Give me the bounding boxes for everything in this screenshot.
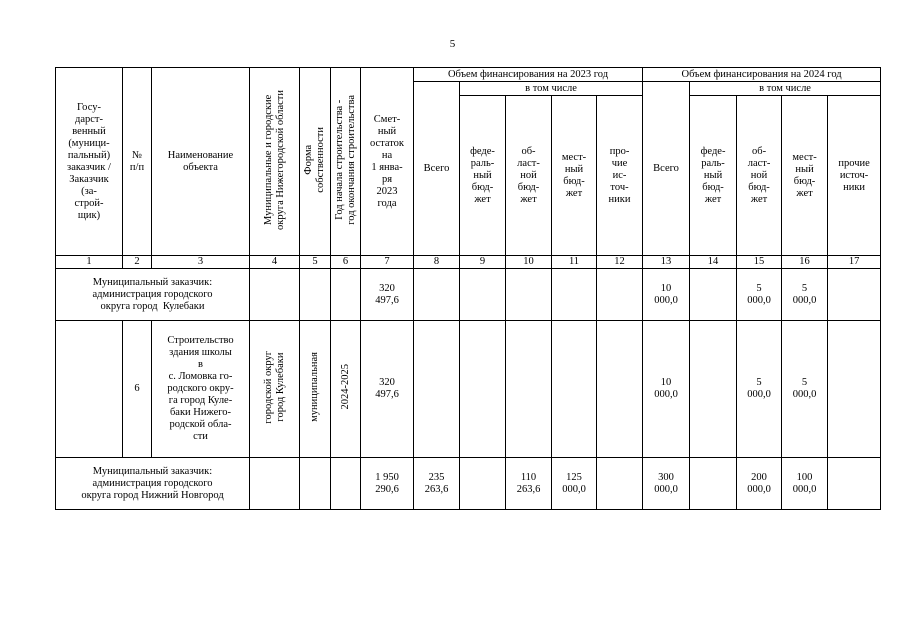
cell-object-name: Строительство здания школы в с. Ломовка го- родского окру- га город Куле- баки Нижего- родской обла- сти [152,321,250,458]
header-federal-2023: феде- раль- ный бюд- жет [460,96,506,256]
cell-regional-2024: 5 000,0 [737,269,782,321]
column-number: 1 [56,256,123,269]
header-customer: Госу- дарст- венный (муници- пальный) заказчик / Заказчик (за- строй- щик) [56,68,123,256]
cell-empty [300,269,331,321]
cell-federal-2024 [690,458,737,510]
customer-group-label: Муниципальный заказчик: администрация городского округа город Нижний Новгород [56,458,250,510]
financing-table [55,67,881,510]
cell-federal-2023 [460,321,506,458]
cell-local-2023 [552,269,597,321]
table-row [56,321,881,458]
cell-total-2024: 300 000,0 [643,458,690,510]
cell-empty [250,458,300,510]
cell-empty [250,269,300,321]
column-number: 12 [597,256,643,269]
header-local-2024: мест- ный бюд- жет [782,96,828,256]
header-district: Муниципальные и городские округа Нижегородской области [262,89,286,230]
column-number: 15 [737,256,782,269]
header-other-2023: про- чие ис- точ- ники [597,96,643,256]
header-fin-2024: Объем финансирования на 2024 год [643,68,881,82]
column-number: 13 [643,256,690,269]
cell-empty [300,458,331,510]
column-number: 8 [414,256,460,269]
cell-regional-2024: 200 000,0 [737,458,782,510]
cell-empty [56,321,123,458]
table-row [56,458,881,510]
cell-regional-2023 [506,321,552,458]
page-number: 5 [449,38,456,50]
column-number: 10 [506,256,552,269]
cell-empty [331,269,361,321]
header-local-2023: мест- ный бюд- жет [552,96,597,256]
cell-other-2024 [828,321,881,458]
cell-district-wrap [250,321,300,458]
header-including-2024: в том числе [690,82,881,96]
header-including-2023: в том числе [460,82,643,96]
header-total-2024: Всего [643,82,690,256]
header-object-name: Наименование объекта [152,68,250,256]
cell-federal-2023 [460,458,506,510]
cell-empty [331,458,361,510]
customer-group-label: Муниципальный заказчик: администрация городского округа город Кулебаки [56,269,250,321]
cell-remainder: 1 950 290,6 [361,458,414,510]
header-ownership: Форма собственности [303,126,326,193]
column-number: 6 [331,256,361,269]
cell-years-wrap [331,321,361,458]
cell-federal-2023 [460,269,506,321]
header-years-cell [331,68,361,256]
cell-ownership: муниципальная [309,352,320,422]
cell-other-2023 [597,321,643,458]
cell-ownership-wrap [300,321,331,458]
cell-federal-2024 [690,321,737,458]
cell-federal-2024 [690,269,737,321]
column-number: 7 [361,256,414,269]
table-row [56,269,881,321]
cell-local-2023: 125 000,0 [552,458,597,510]
cell-total-2023 [414,321,460,458]
cell-regional-2024: 5 000,0 [737,321,782,458]
cell-local-2024: 100 000,0 [782,458,828,510]
header-federal-2024: феде- раль- ный бюд- жет [690,96,737,256]
header-regional-2023: об- ласт- ной бюд- жет [506,96,552,256]
cell-total-2023 [414,269,460,321]
cell-regional-2023 [506,269,552,321]
column-number: 3 [152,256,250,269]
column-number: 9 [460,256,506,269]
header-years: Год начала строительства - год окончания строительства [333,94,357,225]
header-total-2023: Всего [414,82,460,256]
cell-other-2024 [828,458,881,510]
header-other-2024: прочие источ- ники [828,96,881,256]
header-district-cell [250,68,300,256]
header-regional-2024: об- ласт- ной бюд- жет [737,96,782,256]
header-number: № п/п [123,68,152,256]
header-remainder: Смет- ный остаток на 1 янва- ря 2023 года [361,68,414,256]
cell-remainder: 320 497,6 [361,321,414,458]
cell-local-2023 [552,321,597,458]
column-numbers-row [56,256,881,269]
cell-years: 2024-2025 [339,364,351,410]
column-number: 16 [782,256,828,269]
cell-other-2023 [597,269,643,321]
column-number: 4 [250,256,300,269]
header-fin-2023: Объем финансирования на 2023 год [414,68,643,82]
cell-total-2023: 235 263,6 [414,458,460,510]
column-number: 2 [123,256,152,269]
column-number: 17 [828,256,881,269]
cell-local-2024: 5 000,0 [782,321,828,458]
cell-remainder: 320 497,6 [361,269,414,321]
cell-other-2024 [828,269,881,321]
column-number: 5 [300,256,331,269]
cell-district: городской округ город Кулебаки [262,350,286,424]
cell-number: 6 [123,321,152,458]
cell-total-2024: 10 000,0 [643,269,690,321]
cell-regional-2023: 110 263,6 [506,458,552,510]
column-number: 11 [552,256,597,269]
cell-total-2024: 10 000,0 [643,321,690,458]
cell-local-2024: 5 000,0 [782,269,828,321]
cell-other-2023 [597,458,643,510]
header-ownership-cell [300,68,331,256]
column-number: 14 [690,256,737,269]
